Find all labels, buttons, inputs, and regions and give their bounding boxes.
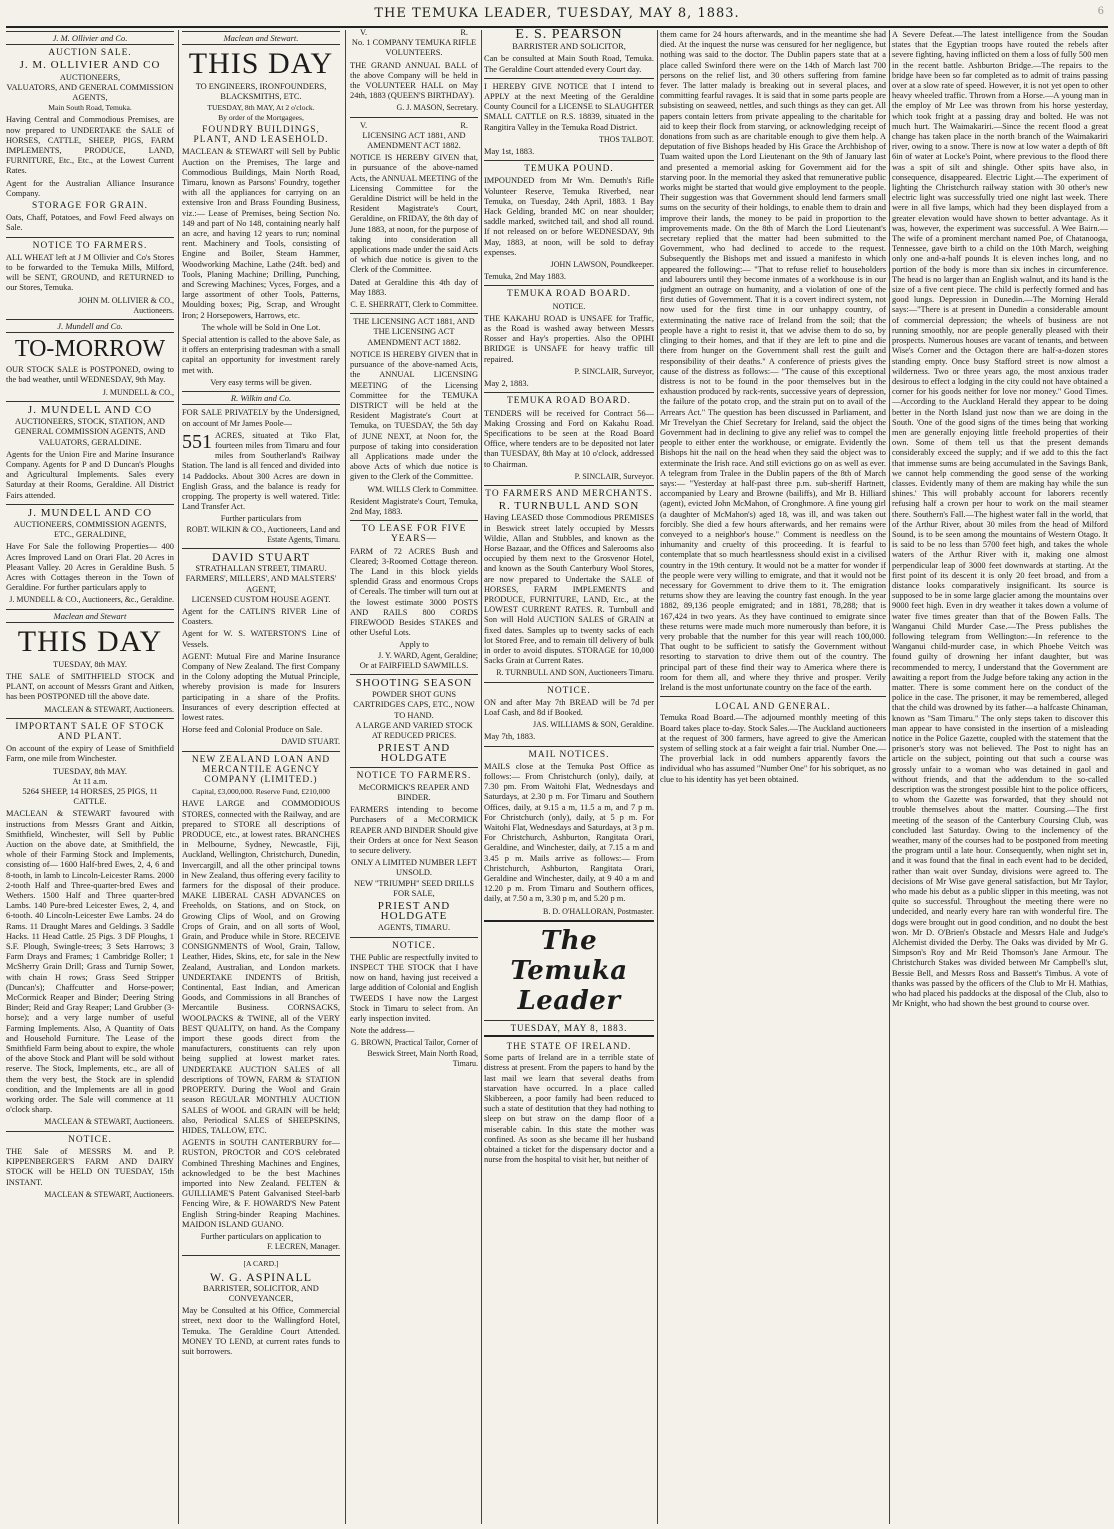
ad-text: THE LICENSING ACT 1881, AND THE LICENSING ACT AMENDMENT ACT 1882. xyxy=(353,317,475,347)
ad-text: NOTICE. xyxy=(552,301,586,311)
column-rule xyxy=(889,30,890,1524)
ad-body: Oats, Chaff, Potatoes, and Fowl Feed always on Sale. xyxy=(6,213,174,233)
ad-mark: V. xyxy=(360,28,368,37)
ad-text: AGENTS, TIMARU. xyxy=(377,923,451,933)
ad-heading: NOTICE TO FARMERS. xyxy=(356,770,472,781)
ad-body: TENDERS will be received for Contract 56— Making Crossing and Ford on Kakahu Road. Specifications to be seen at the Road Board Office, where tenders are to be deposited not later than TUESDAY, 8th May at 10 o'clock, addressed to Chairman. xyxy=(484,408,654,469)
firm-caption: J. M. Ollivier and Co. xyxy=(6,31,174,45)
ad-text: At 11 a.m. xyxy=(72,776,108,786)
ad-body: ON and after May 7th BREAD will be 7d per Loaf Cash, and 8d if Booked. xyxy=(484,697,654,717)
ad-text: AUCTIONEERS, xyxy=(59,72,121,82)
ad-body: Horse feed and Colonial Produce on Sale. xyxy=(182,725,323,735)
ad-heading: PRIEST AND HOLDGATE xyxy=(377,742,451,765)
firm-caption: J. Mundell and Co. xyxy=(6,319,174,333)
ad-text: AUCTIONEERS, STOCK, STATION, AND GENERAL COMMISSION AGENTS, AND VALUATORS, GERALDINE. xyxy=(14,417,166,447)
article-body: them came for 24 hours afterwards, and in the meantime she had died. At the inquest the nurse was censured for her negligence, but nothing was said to the doctor. The Dublin papers state that at a place called Swinford there were on the 14th of March last 700 persons on the relief list, and 30 others suffering from famine fever. The latter malady is breaking out in several places, and committing fearful ravages. It is said that in some parts people are subsisting on seaweed, nettles, and such things as they can get. All papers contain letters from private appealing to the charitable for aid to keep their flock from starving, or acknowledging receipt of donations from such as are charitable enough to give them help. A deputation of five Bishops headed by His Grace the Archbishop of Tuam waited upon the Lord Lieutenant on the 9th of January last and presented a memorial asking for Government aid for the starving poor. In the memorial they asked that remunerative public works might be started that would give employment to the people. Their suggestion was that Government should lend farmers small sums on the security of their holdings, to enable them to drain and improve their lands, the money to be paid in proportion to the improvements made. On the 8th of March the Lord Lieutenant's secretary replied that the matter had been submitted to the Government, who had declined to accede to the request. Subsequently the Bishops met and issued a manifesto in which appeared the following:— "That to refuse relief to householders and labourers until they become inmates of a workhouse is in our judgment an outrage on humanity, and a violation of one of the first duties of Government. That it is a covert indirect system, not now used for the first time in our unhappy country, of exterminating the native race of Ireland from the soil; that the people have a right to resist it, that we advise them to do so, by clinging to their homes, and that if they are left to pine and die there from hunger on the Government shall rest the guilt and responsibility of their deaths." A conference of priests gives the cause of the distress as follows:— "The cause of this exceptional distress is not to be found in the poor themselves but in the exhaustion produced by rack-rents, successive years of depression, the failure of the potato crop, and the strain put on to avail of the Arrears Act." The question has been discussed in Parliament, and Mr Trevelyan the Chief Secretary for Ireland, said the object the Government had in declining to give any relief was to compel the people to either enter the workhouse, or emigrate. Evidently the Bishops hit the nail on the head when they said the object was to exterminate the Irish race. And still evictions go on as well as ever. A telegram from Tralee in the Dublin papers of the 8th of March says:— "Yesterday at half-past three p.m. sub-sheriff Hartnett, accompanied by Leary and Browne (bailiffs), and Mr B. Hilliard (agent), evicted John McMahon, of Cronghmore. A fine young girl (a daughter of McMahon's) aged 18, was ill, and was taken out forcibly. She died a few hours afterwards, and her remains were conveyed to a neighbor's house." Comment is needless on the inhumanity and cruelty of this proceeding. It is fearful to contemplate that so much heartlessness should exist in a civilised country in the 19th century. It would not be a matter for wonder if the people were very willing to emigrate, and that it would not be necessary for Government to drive them to it. The emigration returns show they are leaving the country fast enough. In the year 1882, 89,136 people emigrated; and in 1881, 78,288; that is 167,424 in two years. As they have continued to emigrate since these returns were made much more numerously than before, it is very probable that the number for this year will reach 100,000. That ought to be sufficient to satisfy the Government without resorting to starvation to drive them out of the country. The principal part of these find their way to America where there is room for them all, and where they thrive and prosper. Verily Ireland is the most unfortunate country on the face of the earth. xyxy=(660,30,886,692)
ad-heading: TO LEASE FOR FIVE YEARS— xyxy=(361,524,467,545)
ad-text: A LARGE AND VARIED STOCK AT REDUCED PRICES. xyxy=(355,720,473,740)
ad-body: MAILS close at the Temuka Post Office as follows:— From Christchurch (only), daily, at 7.30 pm. From Waitohi Flat, Wednesdays and Saturdays, at 2.30 p m. For Timaru and Southern Offices, daily, at 9.15 a m, 11.5 a m, and 7 p m. For Christchurch (only), daily, at 5 p m. For Waitohi Flat, Wednesdays and Saturdays, at 3 p m. For Christchurch, Ashburton, Rangitata Orari, Geraldine, and Winchester, daily, at 7.15 a m and 3.45 p m. Mails arrive as follows:— From Christchurch, Ashburton, Rangitata Orari, Geraldine and Winchester, daily, at 9 40 a m and 12.20 p m. From Timaru and Southern offices, daily, at 7.50 a m, 3.30 p m, and 5.20 p m. xyxy=(484,761,654,904)
ad-body: Temuka, 2nd May 1883. xyxy=(484,272,566,282)
ad-body: NOTICE IS HEREBY GIVEN that, in pursuance of the above-named Acts, the ANNUAL MEETING of the Licensing Committee for the Geraldine District will be held in the Resident Magistrate's Court, Geraldine, on FRIDAY, the 8th day of June 1883, at noon, for the purpose of taking into consideration all applications made under the said Acts of which due notice is given to the Clerk of the Committee. xyxy=(350,153,478,275)
ad-body: Note the address— xyxy=(350,1026,415,1036)
ad-signature: ROBT. WILKIN & CO., Auctioneers, Land and Estate Agents, Timaru. xyxy=(186,524,340,544)
ad-body: Agent for W. S. WATERSTON'S Line of Vessels. xyxy=(182,629,340,649)
column-rule xyxy=(178,30,179,1524)
ad-body: THE Sale of MESSRS M. and P. KIPPENBERGER'S FARM AND DAIRY STOCK will be HELD ON TUESDAY, 15th INSTANT. xyxy=(6,1146,174,1187)
ad-number: 551 xyxy=(182,430,212,453)
ad-text: Or at FAIRFIELD SAWMILLS. xyxy=(359,660,469,670)
ad-text: 5264 SHEEP, 14 HORSES, 25 PIGS, 11 CATTLE. xyxy=(22,786,158,807)
ad-text: ONLY A LIMITED NUMBER LEFT UNSOLD. xyxy=(351,858,477,878)
ad-heading: FOUNDRY BUILDINGS, PLANT, AND LEASEHOLD. xyxy=(193,125,329,146)
ad-body: Agent for the Australian Alliance Insurance Company. xyxy=(6,178,174,198)
ad-heading: PRIEST AND HOLDGATE xyxy=(377,900,451,923)
ad-signature: JAS. WILLIAMS & SON, Geraldine. xyxy=(533,720,654,730)
ad-body: Having Central and Commodious Premises, are now prepared to UNDERTAKE the SALE of HORSES, CATTLE, SHEEP, PIGS, FARM IMPLEMENTS, PRODUCE, LAND, FURNITURE, Etc., Etc., at the Lowest Current Rates. xyxy=(6,115,174,176)
ad-body: On account of the expiry of Lease of Smithfield Farm, one mile from Winchester. xyxy=(6,744,174,764)
ad-text: No. 1 COMPANY TEMUKA RIFLE VOLUNTEERS. xyxy=(351,38,477,58)
ad-text: VALUATORS, AND GENERAL COMMISSION AGENTS, xyxy=(6,82,174,103)
ad-body: HAVE LARGE and COMMODIOUS STORES, connected with the Railway, and are prepared to STORE all descriptions of PRODUCE, etc., at lowest rates. BRANCHES in Melbourne, Sydney, Newcastle, Fiji, Auckland, Wellington, Christchurch, Dunedin, Invercargill, and all the other principal towns in New Zealand, thus offering every facility to farmers for the disposal of their produce. MAKE LIBERAL CASH ADVANCES on Freeholds, on Stations, and on Stock, on Growing Clips of Wool, and on Growing Crops of Grain, and on all sorts of Wool, Grain, and Produce while in Store. RECEIVE CONSIGNMENTS of Wool, Grain, Tallow, Leather, Hides, Skins, etc, for sale in the New Zealand, Australian, and London markets. UNDERTAKE INDENTS of British, Continental, East Indian, and American Goods, and Commissions in all Branches of Mercantile Business. CORNSACKS, WOOLPACKS & TWINE, all of the VERY BEST QUALITY, on hand. As the Company import these goods direct from the manufacturers, constituents can rely upon being supplied at lowest market rates. UNDERTAKE AUCTION SALES of all descriptions of TOWN, FARM & STATION PROPERTY. During the Wool and Grain season REGULAR MONTHLY AUCTION SALES of WOOL and GRAIN will be held; also, Periodical SALES of SHEEPSKINS, HIDES, TALLOW, ETC. xyxy=(182,799,340,1135)
ad-heading: DAVID STUART xyxy=(211,549,311,564)
ad-text: By order of the Mortgagees, xyxy=(218,112,304,122)
ad-signature: R. TURNBULL AND SON, Auctioneers Timaru. xyxy=(496,668,654,678)
ad-heading: J. MUNDELL AND CO xyxy=(27,506,153,519)
ad-body: IMPOUNDED from Mr Wm. Demuth's Rifle Volunteer Reserve, Temuka Riverbed, near Temuka, on Tuesday, 24th April, 1883. 1 Bay Hack Gelding, branded MC on near shoulder; saddle marked, switched tail, and shod all round. If not released on or before WEDNESDAY, 9th May, 1883, at noon, will be sold to defray expenses. xyxy=(484,176,654,257)
article-body: Temuka Road Board.—The adjourned monthly meeting of this Board takes place to-day. Stock Sales.—The Auckland auctioneers at the request of 300 farmers, have agreed to give the American system of selling stock at a fair weight a fair trial. Number One.—The proverbial lack in odd numbers apparently favors the individual who has assumed "Number One" for his sobriquet, as no clue to his identity has yet been obtained. xyxy=(660,713,886,784)
ad-heading: NOTICE. xyxy=(547,685,591,696)
ad-body: THE SALE of SMITHFIELD STOCK and PLANT, on account of Messrs Grant and Aitken, has been POSTPONED till the above date. xyxy=(6,671,174,702)
ad-signature: MACLEAN & STEWART, Auctioneers. xyxy=(44,1117,174,1127)
ad-heading: NOTICE TO FARMERS. xyxy=(32,240,148,251)
ad-body: ALL WHEAT left at J M Ollivier and Co's Stores to be forwarded to the Temuka Mills, Milford, will be SENT, GROUND, and RETURNED to our Stores, Temuka. xyxy=(6,252,174,293)
ad-signature: WM. WILLS Clerk to Committee. xyxy=(367,484,478,494)
ad-headline: THIS DAY xyxy=(17,624,163,658)
ad-signature: J. Y. WARD, Agent, Geraldine; xyxy=(378,650,478,660)
ad-signature: C. E. SHERRATT, Clerk to Committee. xyxy=(350,300,478,310)
ad-text: BARRISTER, SOLICITOR, AND CONVEYANCER, xyxy=(203,1283,319,1303)
ad-heading: STORAGE FOR GRAIN. xyxy=(31,201,149,212)
ad-text: POWDER SHOT GUNS CARTRIDGES CAPS, ETC., NOW TO HAND. xyxy=(353,690,475,720)
ad-heading: E. S. PEARSON xyxy=(515,28,623,42)
ad-text: LICENSED CUSTOM HOUSE AGENT. xyxy=(191,594,331,604)
ad-signature: J. MUNDELL & CO., xyxy=(102,387,174,397)
ad-heading: TO FARMERS AND MERCHANTS. xyxy=(485,488,653,499)
newspaper-page xyxy=(6,0,1108,1529)
ad-body: May be Consulted at his Office, Commercial street, next door to the Wallingford Hotel, Temuka. The Geraldine Court Attended. MONEY TO LEND, at current rates funds to suit borrowers. xyxy=(182,1306,340,1356)
ad-body: MACLEAN & STEWART favoured with instructions from Messrs Grant and Aitkin, Smithfield, Winchester, will Sell by Public Auction on the above date, at Smithfield, the whole of their Farming Stock and Implements, consisting of— 1600 Half-bred Ewes, 2, 4, 6 and 8-tooth, in lamb to Lincoln-Leicester Rams. 2000 2-tooth Half and Three-quarter-bred Ewes and Wethers. 1500 Half and Three quarter-bred Lambs. 140 Pure-bred Leicester Ewes, 2, 4, and 6-tooth. 40 Lincoln-Leicester Ewe Lambs. 24 do Rams. 11 Draught Mares and Geldings. 3 Saddle Hacks. 11 Head Cattle. 25 Pigs. 3 DF Ploughs, 1 S.F. Plough, Swingle-trees; 3 Sets Harrows; 3 Farm Drays and Frames; 1 Cambridge Roller; 1 McSherry Grain Drill; Grass and Turnip Sower, with chain H rows; Grass Seed Stripper (Duncan's); Chaffcutter and Horse-power; McCormick Reaper and Binder; Deering String Binder; Reid and Gray Reaper; Land Grubber (3-horse); and a very large number of useful Farming Implements. Also, A Quantity of Oats and Household Furniture. The Lease of the Smithfield Farm being about to expire, the whole of the above Stock and Plant will be sold without reserve. The Stock, Implements, etc., are all of them the very best, the Stock are in splendid condition, and the Implements are all in good working order. The Sale will commence at 11 o'clock sharp. xyxy=(6,809,174,1115)
ad-body: AGENT: Mutual Fire and Marine Insurance Company of New Zealand. The first Company in the Colony adopting the Mutual Principle, whereby provision is made for Insurers participating in a share of the Profits. Insurances of every description effected at lowest rates. xyxy=(182,651,340,722)
column-2 xyxy=(182,28,340,1526)
ad-signature: P. SINCLAIR, Surveyor. xyxy=(574,471,654,481)
ad-body: I HEREBY GIVE NOTICE that I intend to APPLY at the next Meeting of the Geraldine County Council for a LICENSE to SLAUGHTER SMALL CATTLE on R.S. 18839, situated in the Rangitira Valley in the Temuka Road District. xyxy=(484,81,654,132)
masthead-title: THE TEMUKA LEADER, TUESDAY, MAY 8, 1883. xyxy=(374,6,740,21)
section-heading: LOCAL AND GENERAL. xyxy=(715,701,831,712)
ad-heading: NOTICE. xyxy=(392,940,436,951)
ad-heading: IMPORTANT SALE OF STOCK AND PLANT. xyxy=(15,721,165,742)
ad-body: Agent for the CATLIN'S RIVER Line of Coasters. xyxy=(182,606,340,627)
issue-date: TUESDAY, MAY 8, 1883. xyxy=(484,1020,654,1037)
ad-signature: Auctioneers. xyxy=(133,305,174,315)
ad-text: FARMERS', MILLERS', AND MALSTERS' AGENT, xyxy=(185,574,337,594)
ad-heading: W. G. ASPINALL xyxy=(209,1269,313,1284)
ad-text: TUESDAY, 8th MAY, At 2 o'clock. xyxy=(207,102,315,112)
ad-signature: MACLEAN & STEWART, Auctioneers. xyxy=(44,1189,174,1199)
column-rule xyxy=(657,30,658,1524)
firm-caption: Maclean and Stewart xyxy=(6,609,174,623)
ad-headline: TO-MORROW xyxy=(14,336,166,363)
ad-signature: G. J. MASON, Secretary. xyxy=(396,103,478,113)
ad-mark: V. xyxy=(360,120,368,130)
ad-body: Special attention is called to the above Sale, as it offers an enterprising tradesman with a small capital an opportunity for investment rarely met with. xyxy=(182,335,340,375)
ad-body: Having LEASED those Commodious PREMISES in Beswick street lately occupied by Messrs Wildie, Allan and Stubbles, and known as the Horse Bazaar, and the Offices and Salerooms also occupied by them next to the Grosvenor Hotel, and known as the South Canterbury Wool Stores, are now prepared to Undertake the SALE of HORSES, FARM IMPLEMENTS and PRODUCE, FURNITURE, LAND, Etc., at the LOWEST CURRENT RATES. R. Turnbull and Son will Hold AUCTION SALES of GRAIN at fixed dates. Samples up to twenty sacks of each lot Stored Free, and to remain till delivery of bulk in order to avoid disputes. STORAGE for 10,000 Sacks Grain at Current Rates. xyxy=(484,513,654,666)
column-rule xyxy=(345,30,346,1524)
firm-caption: Maclean and Stewart. xyxy=(182,31,340,45)
ad-text: Very easy terms will be given. xyxy=(210,377,312,387)
column-rule xyxy=(481,30,482,1524)
ad-text: McCORMICK'S REAPER AND BINDER. xyxy=(358,782,470,803)
ad-signature: THOS TALBOT. xyxy=(598,134,654,144)
ad-heading: R. TURNBULL AND SON xyxy=(498,500,640,513)
ad-heading: MAIL NOTICES. xyxy=(528,749,610,760)
ad-signature: JOHN M. OLLIVIER & CO., xyxy=(78,295,174,305)
ad-text: The whole will be Sold in One Lot. xyxy=(201,322,321,332)
ad-body: Resident Magistrate's Court, Temuka, 2nd May, 1883. xyxy=(350,496,478,516)
ad-text: TO ENGINEERS, IRONFOUNDERS, BLACKSMITHS, ETC. xyxy=(195,82,327,102)
masthead xyxy=(6,4,1108,28)
ad-text: LICENSING ACT 1881, AND AMENDMENT ACT 1882. xyxy=(362,130,466,151)
ad-text: Apply to xyxy=(399,640,429,650)
ad-text: BARRISTER AND SOLICITOR, xyxy=(512,42,626,52)
ad-signature: DAVID STUART. xyxy=(281,737,340,747)
ad-heading: AUCTION SALE. xyxy=(48,48,132,59)
firm-caption: R. Wilkin and Co. xyxy=(182,391,340,405)
ad-heading: J. M. OLLIVIER AND CO xyxy=(19,59,161,72)
ad-body: THE KAKAHU ROAD is UNSAFE for Traffic, as the Road is washed away between Messrs Rosser and Hay's properties. Also the OPIHI BRIDGE is UNSAFE for heavy traffic till repaired. xyxy=(484,313,654,364)
ad-body: Agents for the Union Fire and Marine Insurance Company. Agents for P and D Duncan's Ploughs and Agricultural Implements. Sales every Saturday at their Rooms, Geraldine. All District Fairs attended. xyxy=(6,449,174,500)
column-1 xyxy=(6,28,174,1526)
ad-mark: R. xyxy=(460,28,468,37)
ad-body: FOR SALE PRIVATELY by the Undersigned, on account of Mr James Poole— xyxy=(182,408,340,428)
ad-text: Further particulars on application to xyxy=(200,1231,322,1241)
column-6 xyxy=(892,28,1108,1526)
ad-text: TUESDAY, 8th MAY. xyxy=(53,659,127,669)
ad-text: Further particulars from xyxy=(220,514,302,524)
ad-heading: NOTICE. xyxy=(68,1134,112,1145)
ad-text: TUESDAY, 8th MAY. xyxy=(53,766,127,776)
ad-text: STRATHALLAN STREET, TIMARU. xyxy=(195,564,327,574)
ad-body: Dated at Geraldine this 4th day of May 1883. xyxy=(350,277,478,297)
ad-body: THE GRAND ANNUAL BALL of the above Company will be held in the VOLUNTEER HALL on May 24th, 1883 (QUEEN'S BIRTHDAY). xyxy=(350,60,478,101)
article-heading: THE STATE OF IRELAND. xyxy=(506,1041,632,1052)
ad-text: AUCTIONEERS, COMMISSION AGENTS, ETC., GERALDINE, xyxy=(13,519,167,540)
ad-mark: R. xyxy=(460,120,468,130)
ad-body: FARM of 72 ACRES Bush and Cleared; 3-Roomed Cottage thereon. The Land in this block yields splendid Grass and enormous Crops of Cereals. The timber will turn out at the lowest estimate 3000 POSTS AND RAILS 800 CORDS FIREWOOD Besides STAKES and other Useful Lots. xyxy=(350,546,478,638)
ad-body: May 2, 1883. xyxy=(484,379,529,389)
ad-text: NEW "TRIUMPH" SEED DRILLS FOR SALE, xyxy=(354,878,474,898)
column-4 xyxy=(484,28,654,1526)
ad-body: May 1st, 1883. xyxy=(484,147,535,157)
ad-heading: J. MUNDELL AND CO xyxy=(27,403,153,416)
ad-body: May 7th, 1883. xyxy=(484,732,536,742)
ad-text: Main South Road, Temuka. xyxy=(48,103,132,113)
ad-body: ACRES, situated at Tiko Flat, fourteen miles from Timaru and four miles from Southerland's Railway Station. The land is all fenced and divided into 14 Paddocks. About 300 Acres are down in English Grass, and the balance is ready for cropping. The property is well watered. Title: Land Transfer Act. xyxy=(182,430,340,512)
ad-signature: MACLEAN & STEWART, Auctioneers. xyxy=(44,704,174,714)
newspaper-logo: The Temuka Leader xyxy=(510,925,628,1016)
ad-signature: J. MUNDELL & CO., Auctioneers, &c., Geraldine. xyxy=(9,595,174,605)
ad-headline: THIS DAY xyxy=(188,47,334,81)
ad-body: MACLEAN & STEWART will Sell by Public Auction on the Premises, The large and Commodious Buildings, Main North Road, Timaru, known as Parsons' Foundry, together with all the appliances for carrying on an extensive Iron and Brass Founding Business, viz.:— Lease of Premises, being Section No. 149 and part of No 148, containing nearly half an acre, and having 12 years to run; nominal rent. Machinery and Tools, consisting of Engine and Boiler, Steam Hammer, Woodworking Machine, Lathe (24ft. bed) and Tools, Planing Machine; Drilling, Punching, and Screwing Machines; Vyces, Forges, and a large assortment of other Tools, Patterns, Moulding boxes; Pig, Scrap, and Wrought Iron; 2 Horsepowers, Harrows, etc. xyxy=(182,147,340,320)
article-body: Some parts of Ireland are in a terrible state of distress at present. From the papers to hand by the last mail we learn that several deaths from starvation have occurred. In a place called Skibbereen, a poor family had been reduced to such a state of destitution that they had nothing to sleep on but straw on the damp floor of a miserable cabin. In this state the mother was confined. As soon as she became ill her husband obtained a ticket for the dispensary doctor and a nurse from the hospital to visit her, but neither of xyxy=(484,1053,654,1165)
ad-signature: F. LECREN, Manager. xyxy=(267,1242,340,1252)
column-5 xyxy=(660,28,886,1526)
ad-body: Can be consulted at Main South Road, Temuka. The Geraldine Court attended every Court day. xyxy=(484,54,654,74)
corner-mark: 6 xyxy=(1097,6,1104,17)
ad-signature: G. BROWN, Practical Tailor, Corner of Beswick Street, Main North Road, Timaru. xyxy=(351,1038,478,1068)
ad-signature: B. D. O'HALLORAN, Postmaster. xyxy=(543,906,654,916)
ad-body: Have For Sale the following Properties— 400 Acres Improved Land on Orari Flat. 20 Acres in Pleasant Valley. 20 Acres in Geraldine Bush. 5 Acres with Cottages thereon in the Town of Geraldine. For further particulars apply to xyxy=(6,542,174,593)
ad-body: FARMERS intending to become Purchasers of a McCORMICK REAPER AND BINDER Should give their Orders at once for Next Season to secure delivery. xyxy=(350,805,478,856)
ad-signature: JOHN LAWSON, Poundkeeper. xyxy=(550,260,654,270)
ad-body: OUR STOCK SALE is POSTPONED, owing to the bad weather, until WEDNESDAY, 9th May. xyxy=(6,365,174,385)
article-body: A Severe Defeat.—The latest intelligence from the Soudan states that the Egyptian troops have routed the rebels after severe fighting, having inflicted on them a loss of fully 500 men in the recent battle. Ashburton Bridge.—The repairs to the bridge have been so far completed as to admit of trains passing over at a slow rate of speed. However, it is not yet open to other heavy wheeled traffic. Thrown from a Horse.—A young man in the employ of Mr Lee was thrown from his horse yesterday, which took fright at a passing dray and bolted. He was not much hurt. The Waimakariri.—Since the recent flood a great change has taken place in the north branch of the Waimakariri river, owing to a snow. There is now at low water a depth of 8ft 6in of water at Locke's Point, where previous to the flood there was a spit of silt and shingle. Other spits have also, in consequence, disappeared. Electric Light.—The experiment of lighting the Christchurch railway station with 30 other's new electric light was successfully tried one night last week. There were in all five lamps, which had they been displayed from a greater elevation would have shown to better advantage. As it was, however, the experiment was successful. A Wee Bairn.—The wife of a prominent merchant named Poe, of Chatanooga, Tennessee, gave birth to a child on the 10th March, weighing only one and-a-half pounds It is eleven inches long, and no portion of the body is more than six inches in circumference. The head is no larger than an English walnut, and its hand is the size of a five cent piece. The child is perfectly formed and has good lungs. Depression in Dunedin.—The Morning Herald says:—"There is at present in Dunedin a considerable amount of commercial depression; the wheels of business are not running smoothly, nor are people generally pleased with their prospects. Numerous houses are vacant of tenants, and between Wise's Corner and the Octagon there are half-a-dozen stores standing empty. Once busy Stafford street is now almost a wilderness. Two or three years ago, the most anxious trader desirous to effect a lodging in the city could not have obtained a corner for his goods neither for love nor money." Good Times.—According to the Auckland Herald they appear to be doing better in the North Island just now than we are doing in the South. 'One of the good signs of the times being that working men are generally enjoying little freehold properties of their own. Some of them tell us that the present demands considerably exceed the supply; and if we add to this the fact that immense sums are being accumulated in the Savings Bank, we cannot help commending the good sense of the working classes. Evidently many of them are making hay while the sun shines.' This will probably account for laborers recently refusing half a crown per hour to work on the mail steamer there. Southern's Fall.—The highest water fall in the world, that of the Arthur River, about 30 miles from the head of Milford Sound, is to be seen among the mountains of Western Otago. It is said to be no less than 5700 feet high, and takes the whole waters of the Arthur River with it, making one almost perpendicular leap of 3000 feet downwards at starting. At the first point of its descent it is only 20 feet broad, and from a distance looks comparatively insignificant. Its source is supposed to be in some large glacier among the mountains over 9000 feet high. Even in dry weather it takes down a volume of water five times greater than that of the Bowen Falls. The Wanganui Child Murder Case.—The Press publishes the following telegram from Wellington:—In reference to the Wanganui child-murder case, in which Phoebe Veitch was found guilty of drowning her infant daughter, but was recommended to mercy, I understand that the Government are awaiting a report from the Judge before taking any action in the matter. There is some comment here on the conduct of the police in the case. The prisoner, it may be remembered, alleged that the child was drowned by its father—a halfcaste Chinaman, known as "Sam Timaru." The only steps taken to discover this man appear to have consisted in the insertion of a misleading notice in the Police Gazette, coupled with the statement that the prisoner's story was not believed. The Post to night has an article on the subject, pointing out that such a course was grossly unfair to a woman who was detained in gaol and without friends, and that the addendum to the so-called description was the strongest possible hint to the police officers, to whom the Gazette was forwarded, that they should not trouble themselves about the matter. Coursing.—The first meeting of the season of the Canterbury Coursing Club, was concluded last Saturday. Owing to the inclemency of the weather, many of the courses had to be postponed from meeting the program until a late hour. Consequently, when night set in, and it was found that the final in each event had to be decided, rather than wait over Sunday, divisions were agreed to. The decisions of Mr Wise gave general satisfaction, but Mr Taylor, who made his debut as a public slipper in this meeting, was not quite so successful. Throughout the meeting there were no undecided, and nearly every hare ran with wonderful fire. The dogs were brought out in good condition, and no doubt the best won. Mr D. O'Brien's Obstacle and Messrs Hale and Judge's Alchemist divided the Derby. The Oaks was divided by Mr G. Simpson's Roy and Mr Reid Thomson's Jane Armour. The Christchurch Stakes was divided between Mr Campbell's slut, Bessie Bell, and Messrs Ross and Bassett's Timbus. A vote of thanks was passed by the officers of the Club to Mr H. Mathias, who had placed his paddocks at the disposal of the Club, also to Mr Knight, who had shown the best ground to course over. xyxy=(892,30,1108,1009)
ad-heading: TEMUKA ROAD BOARD. xyxy=(507,396,631,407)
ad-body: NOTICE IS HEREBY GIVEN that in pursuance of the above-named Acts, the ANNUAL LICENSING MEETING of the Licensing Committee for the TEMUKA DISTRICT will be held at the Resident Magistrate's Court at Temuka, on TUESDAY, the 5th day of JUNE NEXT, at Noon for, the purpose of taking into consideration all Applications made under the above Acts of which due notice is given to the Clerk of the Committee. xyxy=(350,349,478,482)
ad-heading: TEMUKA ROAD BOARD. xyxy=(507,289,631,300)
ad-tag: [A CARD.] xyxy=(243,1259,279,1269)
ad-body: AGENTS in SOUTH CANTERBURY for— RUSTON, PROCTOR and CO'S celebrated Combined Threshing Machines and Engines, acknowledged to be the best Machines imported into New Zealand. FELTEN & GUILLIAME'S Patent Galvanised Steel-barb Fencing Wire, & F. HOWARD'S New Patent English String-binder Reaping Machines. MAIDON ISLAND GUANO. xyxy=(182,1138,340,1229)
ad-text: Capital, £3,000,000. Reserve Fund, £210,000 xyxy=(192,787,330,797)
ad-signature: P. SINCLAIR, Surveyor, xyxy=(574,366,654,376)
ad-heading: TEMUKA POUND. xyxy=(524,164,614,175)
ad-heading: NEW ZEALAND LOAN AND MERCANTILE AGENCY COMPANY (LIMITED.) xyxy=(191,754,331,785)
ad-heading: SHOOTING SEASON xyxy=(355,676,473,689)
ad-body: THE Public are respectfully invited to INSPECT THE STOCK that I have now on hand, having just received a large addition of Colonial and English TWEEDS I have now the Largest Stock in Timaru to select from. An early inspection invited. xyxy=(350,952,478,1024)
column-3 xyxy=(350,28,478,1526)
